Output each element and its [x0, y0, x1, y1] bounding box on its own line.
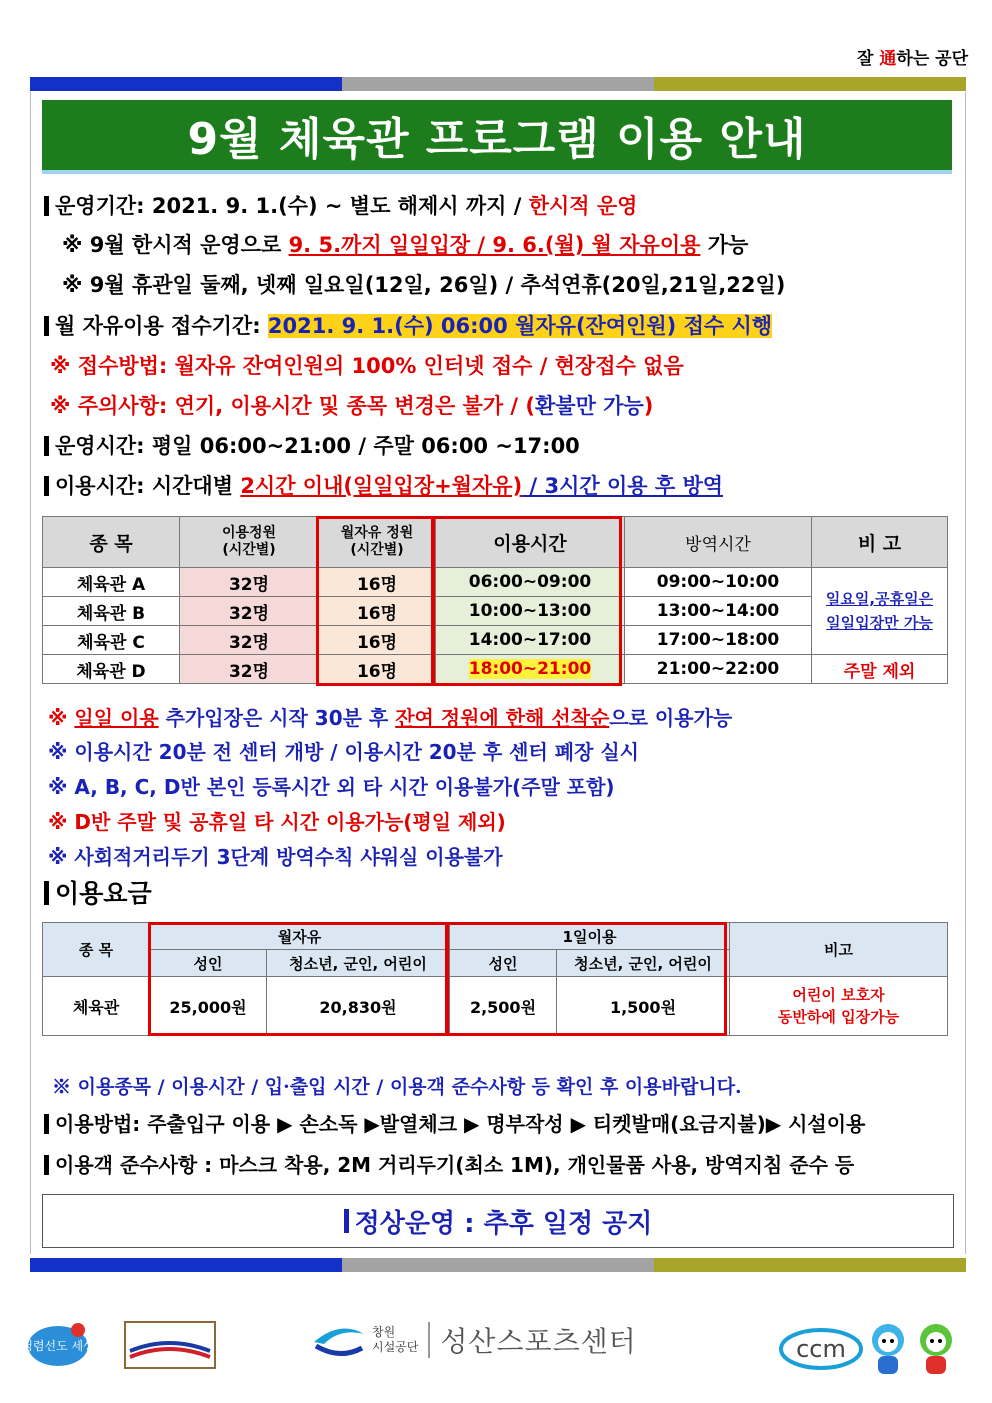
remark-holiday: 일요일,공휴일은 일일입장만 가능 [812, 568, 948, 655]
svg-text:ccm: ccm [796, 1335, 846, 1363]
fees-col-remark: 비고 [730, 923, 948, 977]
note-4: ※ D반 주말 및 공휴일 타 시간 이용가능(평일 제외) [48, 810, 506, 834]
fees-remark: 어린이 보호자 동반하에 입장가능 [730, 977, 948, 1036]
period-line: 운영기간: 2021. 9. 1.(수) ~ 별도 해제시 까지 / 한시적 운영 [44, 190, 637, 220]
schedule-table [42, 516, 948, 684]
confirm-note: ※ 이용종목 / 이용시간 / 입·출입 시간 / 이용객 준수사항 등 확인 후 이용바랍니다. [52, 1076, 742, 1098]
note-3: ※ A, B, C, D반 본인 등록시간 외 타 시간 이용불가(주말 포함) [48, 775, 615, 799]
registration-line: 월 자유이용 접수기간: 2021. 9. 1.(수) 06:00 월자유(잔여인원) 접수 시행 [44, 310, 772, 340]
note-line-2: ※ 9월 휴관일 둘째, 넷째 일요일(12일, 26일) / 추석연휴(20일,21일,22일) [62, 273, 786, 297]
ccm-logo [778, 1320, 960, 1378]
ccm-icon [778, 1327, 864, 1371]
howto-line: 이용방법: 주출입구 이용 ▶ 손소독 ▶발열체크 ▶ 명부작성 ▶ 티켓발매(요금지불)▶ 시설이용 [44, 1108, 865, 1137]
remark-weekend: 주말 제외 [812, 655, 948, 684]
fees-heading: 이용요금 [44, 874, 152, 910]
center-name: 성산스포츠센터 [440, 1325, 637, 1358]
integrity-logo [21, 1320, 216, 1370]
mascot-blue-icon [864, 1320, 912, 1378]
page-title: 9월 체육관 프로그램 이용 안내 [187, 114, 807, 165]
table-row: 체육관 25,000원 20,830원 2,500원 1,500원 어린이 보호자 동반하에 입장가능 [43, 977, 948, 1036]
note-line-1: ※ 9월 한시적 운영으로 9. 5.까지 일일입장 / 9. 6.(월) 월 자유이용 가능 [62, 233, 749, 257]
swirl-icon [310, 1320, 368, 1360]
table-row: 체육관 D 32명 16명 18:00~21:00 21:00~22:00 주말 제외 [43, 655, 948, 684]
slogan: 잘 通하는 공단 [857, 49, 968, 69]
fees-table: 종 목 월자유 1일이용 비고 성인 청소년, 군인, 어린이 성인 청소년, 군인, 어린이 체육관 25,000원 20,830원 2,500원 1,500원 어린이 보호자 동반하에 입장가능 [42, 922, 948, 1036]
header-remark: 비 고 [812, 517, 948, 568]
note-1: ※ 일일 이용 추가입장은 시작 30분 후 잔여 정원에 한해 선착순으로 이용가능 [48, 706, 733, 730]
svg-text:청렴선도 세상: 청렴선도 세상 [21, 1339, 95, 1353]
caution-line: ※ 주의사항: 연기, 이용시간 및 종목 변경은 불가 / (환불만 가능) [50, 394, 654, 418]
table-row: 체육관 B 32명 16명 10:00~13:00 13:00~14:00 [43, 597, 948, 626]
table-row: 체육관 A 32명 16명 06:00~09:00 09:00~10:00 일요일,공휴일은 일일입장만 가능 [43, 568, 948, 597]
hours-line: 운영시간: 평일 06:00~21:00 / 주말 06:00 ~17:00 [44, 430, 580, 460]
fees-col-day: 1일이용 [450, 923, 730, 950]
table-row: 체육관 C 32명 16명 14:00~17:00 17:00~18:00 [43, 626, 948, 655]
seongsan-logo: 창원 시설공단 성산스포츠센터 [310, 1320, 637, 1360]
header-monthly: 월자유 정원 (시간별) [319, 517, 436, 568]
bottom-color-bar [30, 1258, 966, 1272]
header-use-time: 이용시간 [436, 517, 625, 568]
top-color-bar [30, 77, 966, 91]
mascot-green-icon [912, 1320, 960, 1378]
fees-col-month: 월자유 [150, 923, 450, 950]
header-item: 종 목 [43, 517, 180, 568]
title-banner [42, 100, 952, 174]
header-capacity: 이용정원 (시간별) [180, 517, 319, 568]
normal-operation-box: 정상운영 : 추후 일정 공지 [42, 1194, 954, 1248]
note-2: ※ 이용시간 20분 전 센터 개방 / 이용시간 20분 후 센터 폐장 실시 [48, 740, 640, 764]
note-5: ※ 사회적거리두기 3단계 방역수칙 샤워실 이용불가 [48, 845, 503, 869]
header-clean-time: 방역시간 [625, 517, 812, 568]
integrity-emblem-icon [21, 1320, 95, 1370]
use-time-line: 이용시간: 시간대별 2시간 이내(일일입장+월자유) / 3시간 이용 후 방역 [44, 470, 723, 500]
rules-line: 이용객 준수사항 : 마스크 착용, 2M 거리두기(최소 1M), 개인물품 사용, 방역지침 준수 등 [44, 1149, 854, 1178]
method-line: ※ 접수방법: 월자유 잔여인원의 100% 인터넷 접수 / 현장접수 없음 [50, 354, 684, 378]
fees-col-item: 종 목 [43, 923, 150, 977]
certificate-icon [124, 1321, 216, 1369]
